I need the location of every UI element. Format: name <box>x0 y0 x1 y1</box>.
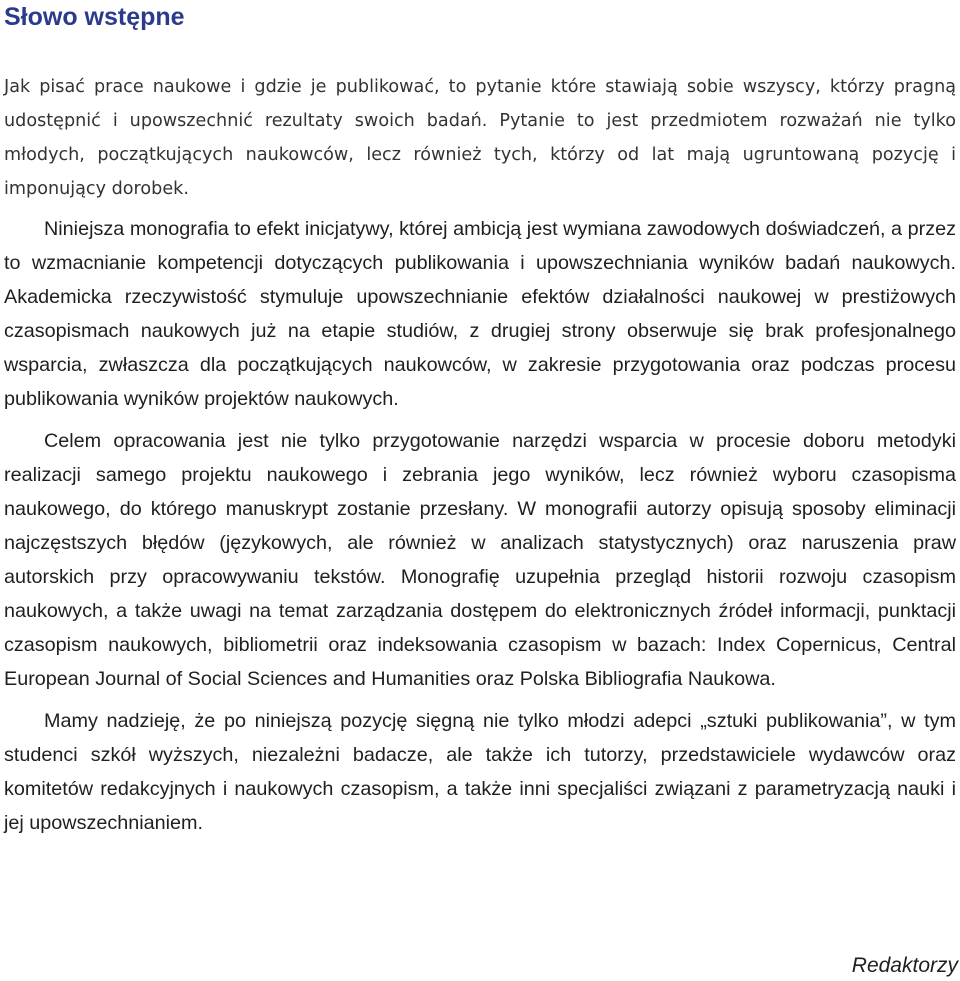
body-paragraph-1: Niniejsza monografia to efekt inicjatywy, której ambicją jest wymiana zawodowych doświadczeń, a przez to wzmacnianie kompetencji dotyczących publikowania i upowszechniania wyników badań naukowych. Akademicka rzeczywistość stymuluje upowszechnianie efektów działalności naukowej w prestiżowych czasopismach naukowych już na etapie studiów, z drugiej strony obserwuje się brak profesjonalnego wsparcia, zwłaszcza dla początkujących naukowców, w zakresie przygotowania oraz podczas procesu publikowania wyników projektów naukowych. <box>4 218 956 410</box>
body-paragraph-3: Mamy nadzieję, że po niniejszą pozycję sięgną nie tylko młodzi adepci „sztuki publikowania”, w tym studenci szkół wyższych, niezależni badacze, ale także ich tutorzy, przedstawiciele wydawców oraz komitetów redakcyjnych i naukowych czasopism, a także inni specjaliści związani z parametryzacją nauki i jej upowszechnianiem. <box>4 710 956 834</box>
body-paragraph-2: Celem opracowania jest nie tylko przygotowanie narzędzi wsparcia w procesie doboru metodyki realizacji samego projektu naukowego i zebrania jego wyników, lecz również wyboru czasopisma naukowego, do którego manuskrypt zostanie przesłany. W monografii autorzy opisują sposoby eliminacji najczęstszych błędów (językowych, ale również w analizach statystycznych) oraz naruszenia praw autorskich przy opracowywaniu tekstów. Monografię uzupełnia przegląd historii rozwoju czasopism naukowych, a także uwagi na temat zarządzania dostępem do elektronicznych źródeł informacji, punktacji czasopism naukowych, bibliometrii oraz indeksowania czasopism w bazach: Index Copernicus, Central European Journal of Social Sciences and Humanities oraz Polska Bibliografia Naukowa. <box>4 430 956 690</box>
intro-paragraph: Jak pisać prace naukowe i gdzie je publikować, to pytanie które stawiają sobie wszyscy, którzy pragną udostępnić i upowszechnić rezultaty swoich badań. Pytanie to jest przedmiotem rozważań nie tylko młodych, początkujących naukowców, lecz również tych, którzy od lat mają ugruntowaną pozycję i imponujący dorobek. <box>4 77 956 199</box>
page-title: Słowo wstępne <box>4 3 185 31</box>
signature: Redaktorzy <box>851 954 958 977</box>
